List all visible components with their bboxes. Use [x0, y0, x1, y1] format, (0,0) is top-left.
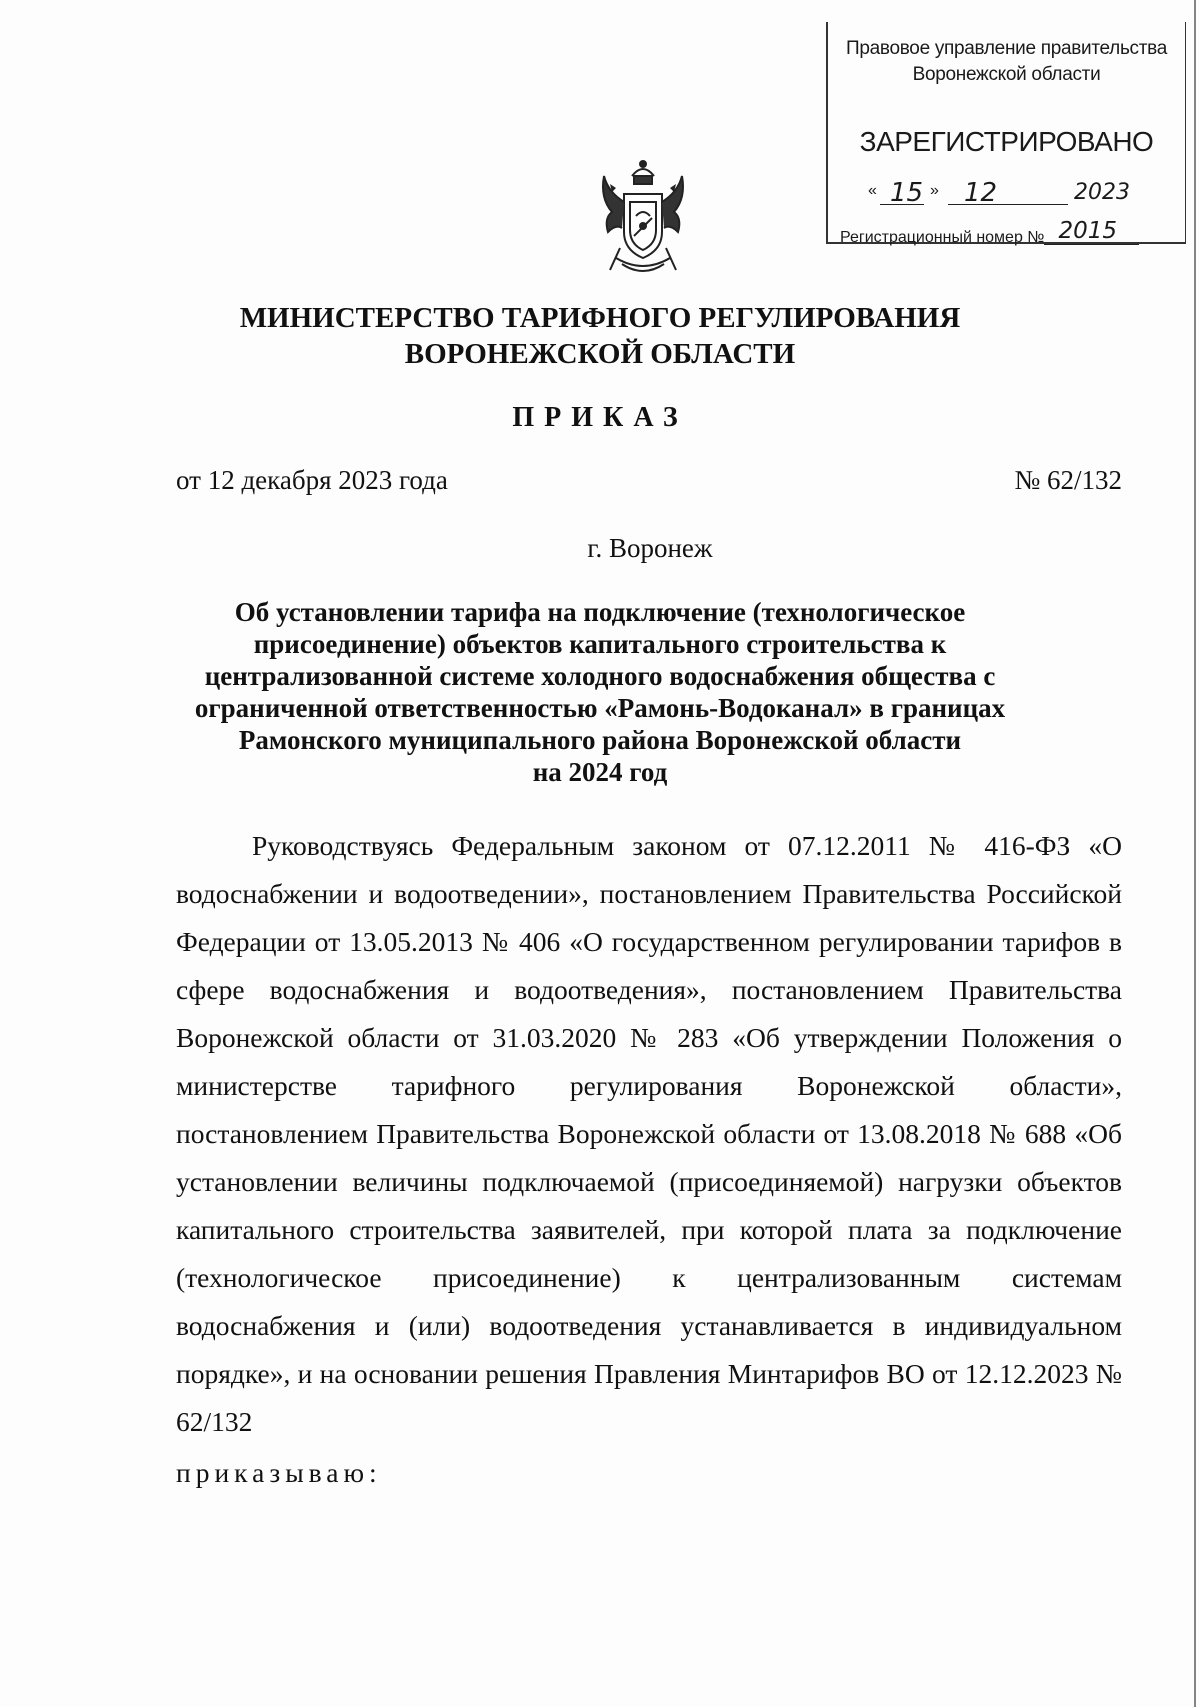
scan-edge — [1194, 0, 1196, 1707]
stamp-department-line2: Воронежской области — [912, 64, 1101, 85]
stamp-month-underline — [948, 204, 1068, 205]
city: г. Воронеж — [587, 533, 713, 563]
ministry-name-line1: МИНИСТЕРСТВО ТАРИФНОГО РЕГУЛИРОВАНИЯ — [239, 302, 961, 334]
stamp-close-quote: » — [930, 182, 939, 199]
stamp-date — [868, 178, 1168, 208]
stamp-reg-number: 2015 — [1044, 218, 1139, 245]
stamp-department-line1: Правовое управление правительства — [845, 38, 1167, 59]
registration-stamp — [826, 22, 1186, 244]
subject-line: на 2024 год — [532, 757, 668, 787]
order-subject — [140, 596, 1060, 788]
subject-line: ограниченной ответственностью «Рамонь-Водоканал» в границах — [194, 693, 1006, 723]
stamp-month: 12 — [964, 178, 998, 208]
ministry-name-line2: ВОРОНЕЖСКОЙ ОБЛАСТИ — [404, 338, 796, 370]
order-number: № 62/132 — [1014, 465, 1122, 495]
order-date: от 12 декабря 2023 года — [176, 465, 448, 495]
subject-line: присоединение) объектов капитального строительства к — [253, 629, 947, 659]
stamp-reg-number-row — [840, 218, 1139, 249]
subject-line: Рамонского муниципального района Воронежской области — [238, 725, 962, 755]
subject-line: централизованной системе холодного водоснабжения общества с — [204, 661, 996, 691]
stamp-day: 15 — [890, 178, 924, 208]
voronezh-coat-of-arms-icon — [590, 158, 696, 278]
document-type: ПРИКАЗ — [512, 402, 688, 433]
stamp-year: 2023 — [1074, 180, 1130, 205]
ministry-name — [100, 300, 1100, 372]
stamp-reg-label: Регистрационный номер № — [840, 229, 1045, 246]
stamp-department — [828, 36, 1185, 88]
stamp-day-underline — [880, 204, 924, 205]
subject-line: Об установлении тарифа на подключение (технологическое — [234, 597, 966, 627]
stamp-status: ЗАРЕГИСТРИРОВАНО — [859, 126, 1154, 157]
order-directive: приказываю: — [176, 1457, 382, 1488]
stamp-open-quote: « — [868, 182, 877, 199]
preamble-paragraph: Руководствуясь Федеральным законом от 07.12.2011 № 416-ФЗ «О водоснабжении и водоотведении», постановлением Правительства Российской Федерации от 13.05.2013 № 406 «О государственном регулировании тарифов в сфере водоснабжения и водоотведения», постановлением Правительства Воронежской области от 31.03.2020 № 283 «Об утверждении Положения о министерстве тарифного регулирования Воронежской области», постановлением Правительства Воронежской области от 13.08.2018 № 688 «Об установлении величины подключаемой (присоединяемой) нагрузки объектов капитального строительства заявителей, при которой плата за подключение (технологическое присоединение) к централизованным системам водоснабжения и (или) водоотведения устанавливается в индивидуальном порядке», и на основании решения Правления Минтарифов ВО от 12.12.2023 № 62/132 — [176, 830, 1122, 1437]
